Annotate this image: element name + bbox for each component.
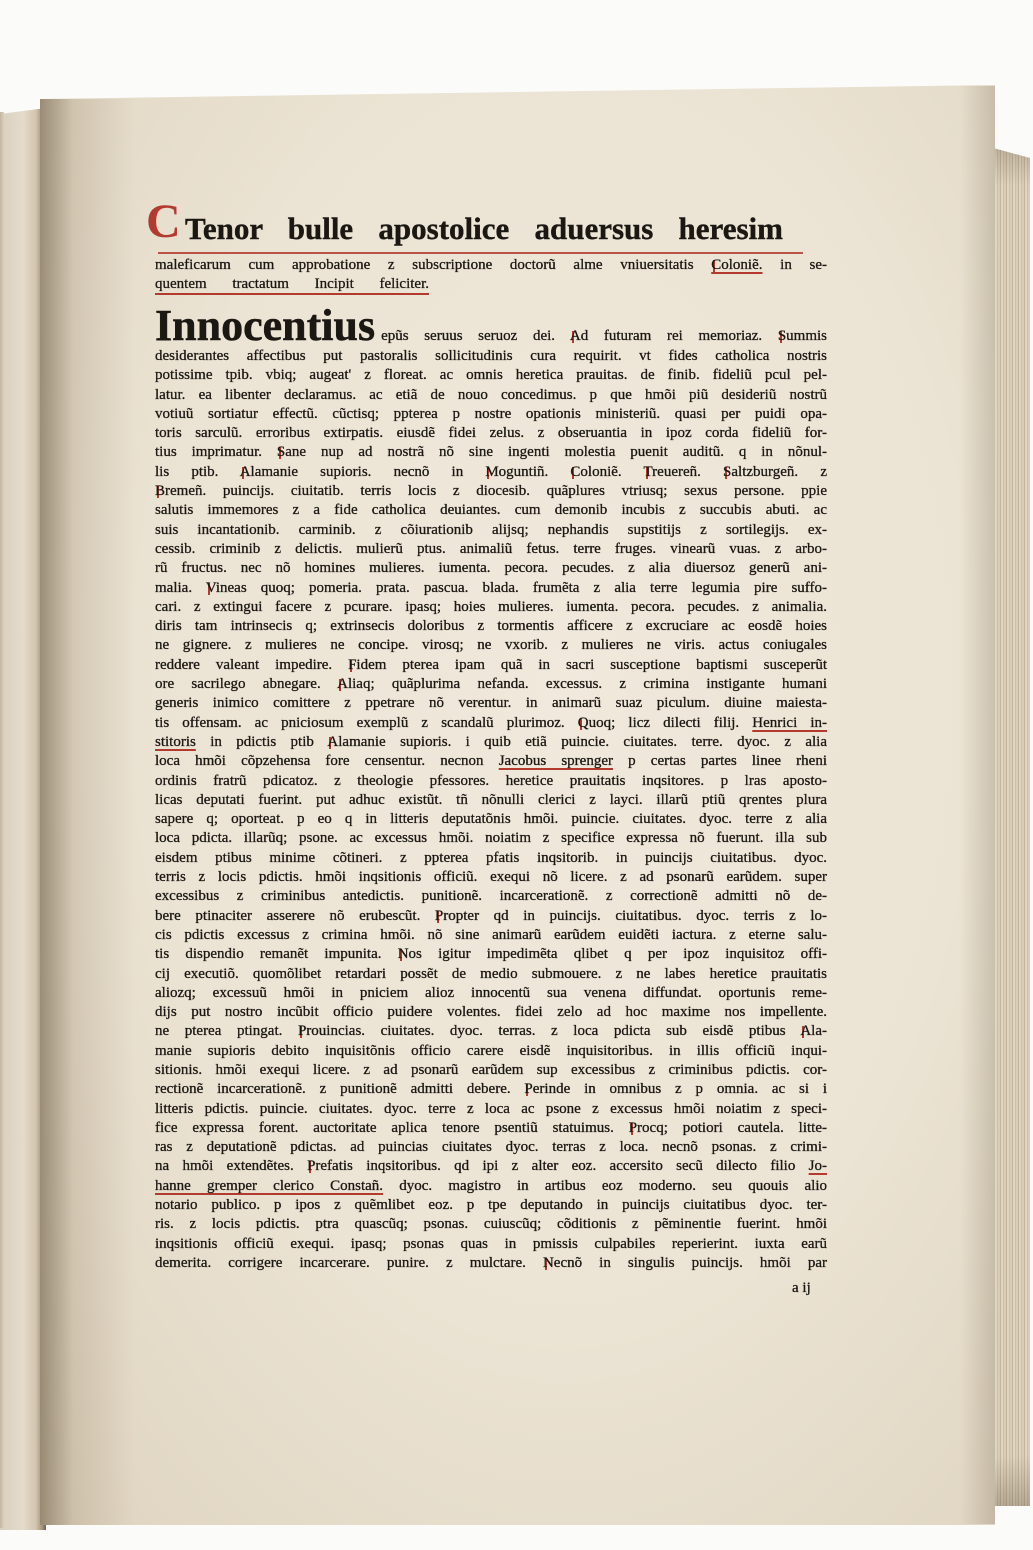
rubricated-word: Sane [276, 444, 307, 461]
rubricated-word: Fidem [348, 656, 387, 673]
text-line: diris tam intrinsecis q; extrinsecis doloribus z tormentis afficere z excruciare ac eosdẽ hoies [155, 618, 827, 635]
text-line [155, 733, 827, 752]
text-segment: maleficarum cum approbatione z subscriptione doctorũ alme vniuersitatis [155, 257, 712, 273]
text-line: sapere q; oporteat. p eo q in litteris deputatõnis hmõi. puincie. ciuitates. dyoc. terre z alia [155, 811, 827, 828]
text-line [155, 579, 827, 598]
text-line [155, 945, 827, 964]
text-line: notario publico. p ipos z quẽmlibet eoz. p tpe deputando in puincijs ciuitatibus dyoc. ter- [155, 1197, 827, 1214]
text-line [155, 1119, 827, 1138]
rubricated-word: Alamanie [239, 463, 299, 480]
text-segment: dyoc. magistro in artibus eoz moderno. seu quouis alio [383, 1177, 827, 1194]
text-segment: supioris. necnõ in [298, 463, 486, 480]
text-line: aliozq; excessuũ hmõi in pniciem alioz innocentũ sua venena diffundat. oportunis reme- [155, 984, 827, 1001]
rubricated-word: Summis [777, 328, 828, 344]
rubricated-word: Vineas [205, 579, 247, 596]
rubricated-word: Alamanie [327, 733, 386, 750]
text-line: inqsitionis officiũ exequi. ipasq; psonas quas in pmissis culpabiles reperierint. iuxta earũ [155, 1235, 827, 1252]
rubricated-word: Moguntiñ. [485, 463, 571, 480]
text-line: eisdem ptibus minime cõtineri. z ppterea pfatis inqsitorib. in puincijs ciuitatibus. dyoc. [155, 849, 827, 866]
title-line-2 [155, 256, 827, 275]
text-segment: reddere valeant impedire. [155, 656, 349, 673]
rubricated-word: Saltzburgeñ. [723, 463, 799, 480]
rubricated-word: Prefatis [307, 1158, 353, 1175]
text-segment: puincijs. ciuitatib. terris locis z diocesib. quãplures vtriusq; sexus persone. ppie [206, 483, 827, 500]
text-line: generis inimico comittere z ppetrare nõ verentur. in animarũ suaz piculum. diuine maiesta- [155, 695, 827, 712]
text-line: potissime tpib. vbiq; augeat' z floreat. ac omnis heretica prauitas. de finib. fideliũ pcul pel- [155, 367, 827, 384]
text-line: ordinis fratrũ pdicatoz. z theologie pfessores. heretice prauitatis inqsitores. p lras aposto- [155, 772, 827, 789]
text-segment: quãplurima nefanda. excessus. z crimina instigante humani [374, 676, 827, 693]
text-segment: z [798, 463, 827, 480]
text-line: ras z deputationẽ pdictas. ad puincias ciuitates dyoc. terras z loca. necnõ psonas. z crimi- [155, 1139, 827, 1156]
text-segment: pterea ipam quã in sacri susceptione baptismi susceperũt [386, 656, 827, 673]
text-line: votiuũ sortiatur effectũ. cũctisq; ppterea p nostre opationis ministeriũ. quasi per puidi opa- [155, 405, 827, 422]
text-line: ne gignere. z mulieres ne concipe. virosq; ne vxorib. z mulieres ne viris. actus coniugales [155, 637, 827, 654]
underlined-name: stitoris [155, 733, 196, 750]
text-segment: in singulis puincijs. hmõi par [582, 1254, 827, 1271]
text-line [155, 482, 827, 501]
text-line: dijs put nostro incũbit officio puidere volentes. fidei zelo ad hoc maxime nos impellente. [155, 1004, 827, 1021]
text-segment: supioris. i quib etiã puincie. ciuitates. terre. dyoc. z alia [385, 733, 827, 750]
text-line: ris. z locis pdictis. ptra quascũq; psonas. cuiuscũq; cõditionis z pẽminentie fuerint. hmõi [155, 1216, 827, 1233]
text-line: rũ fructus. nec nõ homines mulieres. iumenta. pecora. pecudes. z alia diuersoz generũ ani- [155, 560, 827, 577]
text-line: toris sarculũ. erroribus extirpatis. eiusdẽ fidei zelus. z obseruantia in ipoz corda fideliũ for- [155, 425, 827, 442]
text-line [155, 752, 827, 771]
text-segment: ciuitates. dyoc. terras. z loca pdicta sub eisdẽ ptibus [365, 1023, 801, 1040]
underlined-name: Jo- [808, 1158, 828, 1175]
rubricated-word: Treuereñ. [643, 463, 724, 480]
text-line [155, 1022, 827, 1041]
text-segment: ne pterea ptingat. [155, 1023, 298, 1040]
text-line: loca pdicta. illarũq; psone. ac excessus hmõi. noiatim z specifice expressa nõ fuerunt. illa sub [155, 830, 827, 847]
rubricated-word: Coloniẽ. [570, 463, 644, 480]
rubricated-word: Procq; [628, 1119, 668, 1136]
text-segment: epũs seruus seruoz dei. [381, 328, 570, 344]
rubricated-word: Aliaq; [337, 676, 375, 693]
text-line [155, 675, 827, 694]
red-rule [158, 252, 803, 254]
text-segment: potiori cautela. litte- [667, 1119, 827, 1136]
text-line [155, 443, 827, 462]
text-line [155, 907, 827, 926]
opening-line [155, 301, 828, 350]
text-line [155, 1157, 827, 1176]
text-segment: tius imprimatur. [155, 444, 277, 461]
text-line [155, 463, 827, 482]
text-segment: nup ad nostrã nõ sine ingenti molestia puenit auditũ. q in nõnul- [306, 444, 827, 461]
text-line [155, 656, 827, 675]
rubricated-word: Prouincias. [297, 1023, 366, 1040]
text-line: licas deputati fuerint. put adhuc existũt. tñ nõnulli clerici z layci. illarũ ptiũ qrentes plura [155, 791, 827, 808]
rubricated-word: Perinde [524, 1081, 571, 1098]
rubricated-word: Ad [569, 328, 589, 344]
text-line: desiderantes affectibus put pastoralis sollicitudinis cura requirit. vt fides catholica nostris [155, 348, 827, 364]
rubricated-word: Nos [397, 946, 422, 963]
text-segment: qd in puincijs. ciuitatibus. dyoc. terris z lo- [479, 907, 827, 924]
underlined-name: Jacobus sprenger [498, 753, 613, 770]
text-line: cis pdictis excessus z crimina hmõi. nõ sine animarũ earũdem euidẽti iactura. z eterne salu- [155, 926, 827, 943]
signature-mark: a ij [792, 1280, 811, 1296]
rubricated-word: Bremeñ. [155, 483, 207, 500]
text-line: sitionis. hmõi exequi licere. z ad psonarũ earũdem sup excessibus z criminibus pdictis. cor- [155, 1061, 827, 1078]
text-segment: quoq; pomeria. prata. pascua. blada. frumẽta z alia terre legumia pire suffo- [246, 579, 828, 596]
text-line: manie supioris debito inquisitõnis officio carere eisdẽ inquisitoribus. in illis officiũ inqui- [155, 1042, 827, 1059]
text-segment: inqsitoribus. qd ipi z alter eoz. accersito secũ dilecto filio [352, 1158, 809, 1175]
rubricated-word: Propter [434, 907, 480, 924]
text-line: terris z locis pdictis. hmõi inqsitionis officiũ. exequi nõ licere. z ad psonarũ earũdem. super [155, 869, 827, 886]
text-line: litteris pdictis. puincie. ciuitates. dyoc. terre z loca ac psone z excessus hmõi noiatim z speci- [155, 1100, 827, 1117]
rubricated-word: Ala- [800, 1023, 827, 1040]
text-line [155, 1080, 827, 1099]
text-segment: demerita. corrigere incarcerare. punire. z mulctare. [155, 1254, 543, 1271]
text-segment: igitur impedimẽta qlibet q per ipoz inquisitoz offi- [421, 946, 827, 963]
text-segment: lis ptib. [155, 463, 240, 480]
text-line [155, 1254, 827, 1273]
rubricated-word: Quoq; [577, 714, 616, 731]
text-line [155, 1177, 827, 1196]
text-segment: futuram rei memoriaz. [588, 328, 778, 344]
text-line: cij executiõ. quomõlibet retardari possẽt de medio submouere. z ne labes heretice prauitatis [155, 965, 827, 982]
text-line: latur. ea libenter declaramus. ac etiã de nouo concedimus. p que hmõi piũ desideriũ nostrũ [155, 386, 827, 403]
text-line [155, 714, 827, 733]
text-segment: p certas partes linee rheni [613, 753, 828, 770]
text-line: suis incantationib. carminib. z cõiurationib alijsq; nephandis supstitijs z sortilegijs. ex- [155, 521, 827, 538]
text-segment: na hmõi extendẽtes. [155, 1158, 308, 1175]
title-line: Tenor bulle apostolice aduersus heresim [185, 211, 783, 246]
text-line: cessib. criminib z delictis. mulierũ ptus. animaliũ fetus. terre fruges. vinearũ vuas. z arbo- [155, 540, 827, 557]
underlined-name: hanne gremper clerico Constañ. [155, 1177, 384, 1194]
text-segment: in pdictis ptib [195, 733, 328, 750]
text-segment: tis offensam. ac pniciosum exemplũ z scandalũ plurimoz. [155, 714, 578, 731]
text-segment: tis dispendio remanẽt impunita. [155, 946, 398, 963]
bull-text [155, 301, 828, 1273]
text-segment: fice expressa forent. auctoritate aplica tenore psentiũ statuimus. [155, 1119, 629, 1136]
text-line [381, 327, 827, 346]
rubricated-word: Necnõ [542, 1254, 583, 1271]
text-segment: in omnibus z p omnia. ac si i [570, 1081, 827, 1098]
text-segment: bere ptinaciter asserere nõ erubescũt. [155, 907, 435, 924]
underlined-name: Coloniẽ. [711, 257, 763, 273]
text-segment: malia. [155, 579, 206, 596]
text-line: excessibus z criminibus antedictis. punitionẽ. incarcerationẽ. z correctionẽ admitti nõ de- [155, 888, 827, 905]
text-segment: in se- [762, 257, 827, 273]
rubricated-initial: C [146, 195, 181, 248]
text-segment: rectionẽ incarcerationẽ. z punitionẽ admitti debere. [155, 1081, 525, 1098]
text-segment: licz dilecti filij. [615, 714, 753, 731]
text-line: salutis immemores z a fide catholica deuiantes. cum demonib incubis z succubis abuti. ac [155, 502, 827, 519]
text-line: cari. z extingui facere z pcurare. ipasq; hoies mulieres. iumenta. pecora. pecudes. z animalia. [155, 598, 827, 615]
underlined-name: Henrici in- [752, 714, 828, 731]
title-line-3: quentem tractatum Incipit feliciter. [155, 275, 429, 295]
text-segment: ore sacrilego abnegare. [155, 676, 338, 693]
text-segment: loca hmõi cõpzehensa fore censentur. necnon [155, 753, 499, 770]
opening-word: Innocentius [155, 301, 376, 350]
